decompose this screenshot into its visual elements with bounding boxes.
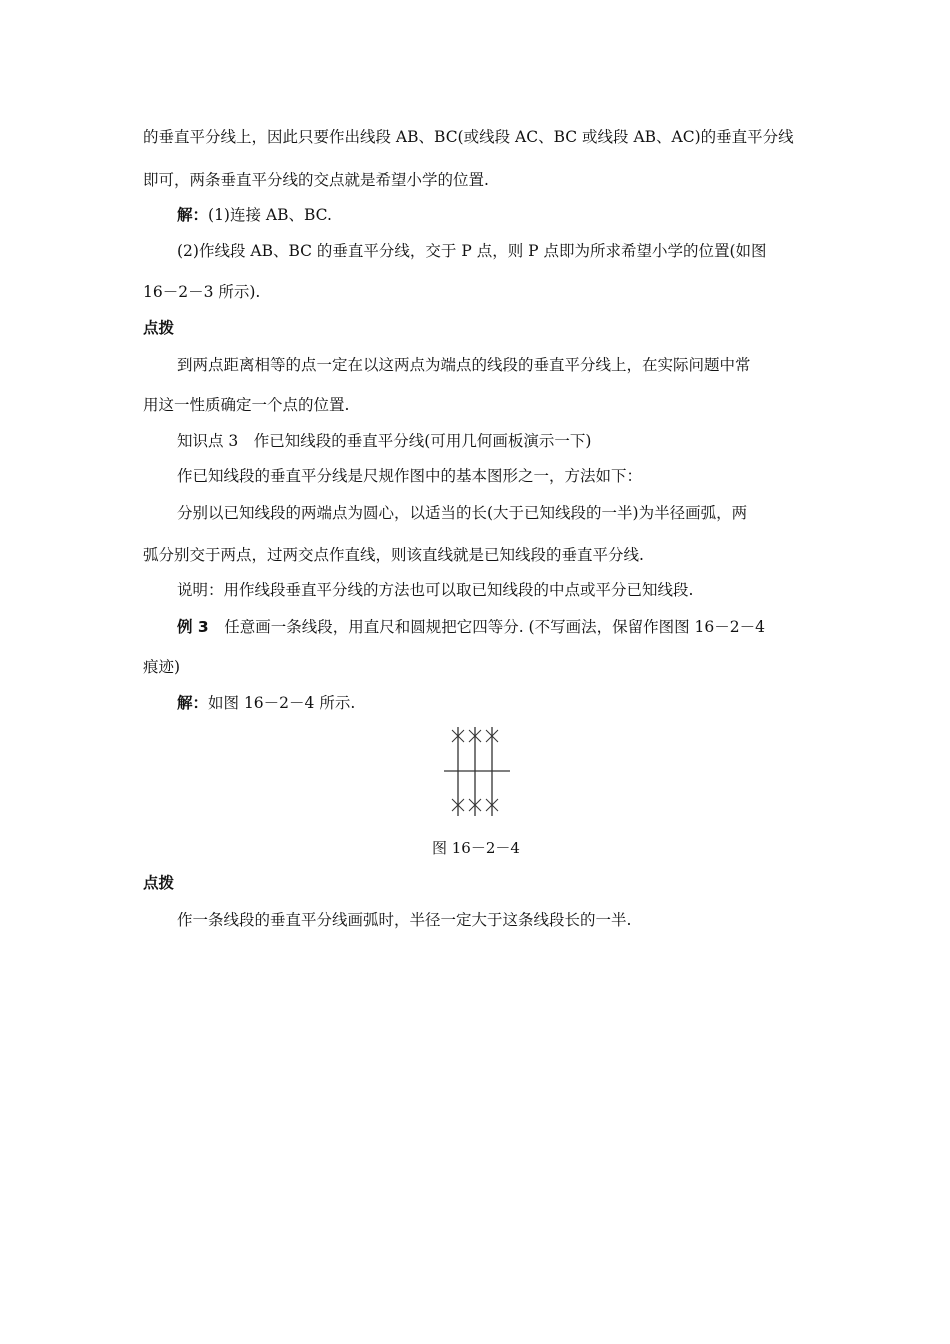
paragraph-line: 弧分别交于两点，过两交点作直线，则该直线就是已知线段的垂直平分线.: [143, 546, 644, 564]
note-line: 说明：用作线段垂直平分线的方法也可以取已知线段的中点或平分已知线段.: [177, 581, 694, 599]
knowledge-point-title: 知识点 3 作已知线段的垂直平分线(可用几何画板演示一下): [177, 432, 592, 450]
tip-heading: 点拨: [143, 874, 175, 892]
paragraph-line: 的垂直平分线上，因此只要作出线段 AB、BC(或线段 AC、BC 或线段 AB、AC)的垂直平分线: [143, 128, 794, 146]
example-text: 任意画一条线段，用直尺和圆规把它四等分. (不写画法，保留作图图 16－2－4: [208, 618, 765, 636]
example-3: [177, 617, 765, 637]
paragraph-line: 即可，两条垂直平分线的交点就是希望小学的位置.: [143, 171, 489, 189]
solution-text: (1)连接 AB、BC.: [208, 206, 332, 224]
paragraph-line: 16－2－3 所示).: [143, 283, 261, 301]
solution-label: 解：: [177, 206, 209, 224]
figure-caption: 图 16－2－4: [432, 839, 520, 857]
figure-16-2-4: [440, 724, 520, 824]
solution-label: 解：: [177, 694, 209, 712]
tip-heading: 点拨: [143, 319, 175, 337]
solution-text: 如图 16－2－4 所示.: [208, 694, 356, 712]
paragraph-line: 到两点距离相等的点一定在以这两点为端点的线段的垂直平分线上，在实际问题中常: [177, 356, 751, 374]
example-label: 例 3: [177, 618, 209, 636]
paragraph-line: 作已知线段的垂直平分线是尺规作图中的基本图形之一，方法如下：: [177, 467, 643, 485]
solution-3: [177, 693, 355, 713]
paragraph-line: 用这一性质确定一个点的位置.: [143, 396, 350, 414]
paragraph-line: 分别以已知线段的两端点为圆心，以适当的长(大于已知线段的一半)为半径画弧，两: [177, 504, 748, 522]
solution-1: [177, 205, 332, 225]
paragraph-line: (2)作线段 AB、BC 的垂直平分线，交于 P 点，则 P 点即为所求希望小学的位置(如图: [177, 242, 767, 260]
paragraph-line: 作一条线段的垂直平分线画弧时，半径一定大于这条线段长的一半.: [177, 911, 632, 929]
paragraph-line: 痕迹): [143, 658, 181, 676]
